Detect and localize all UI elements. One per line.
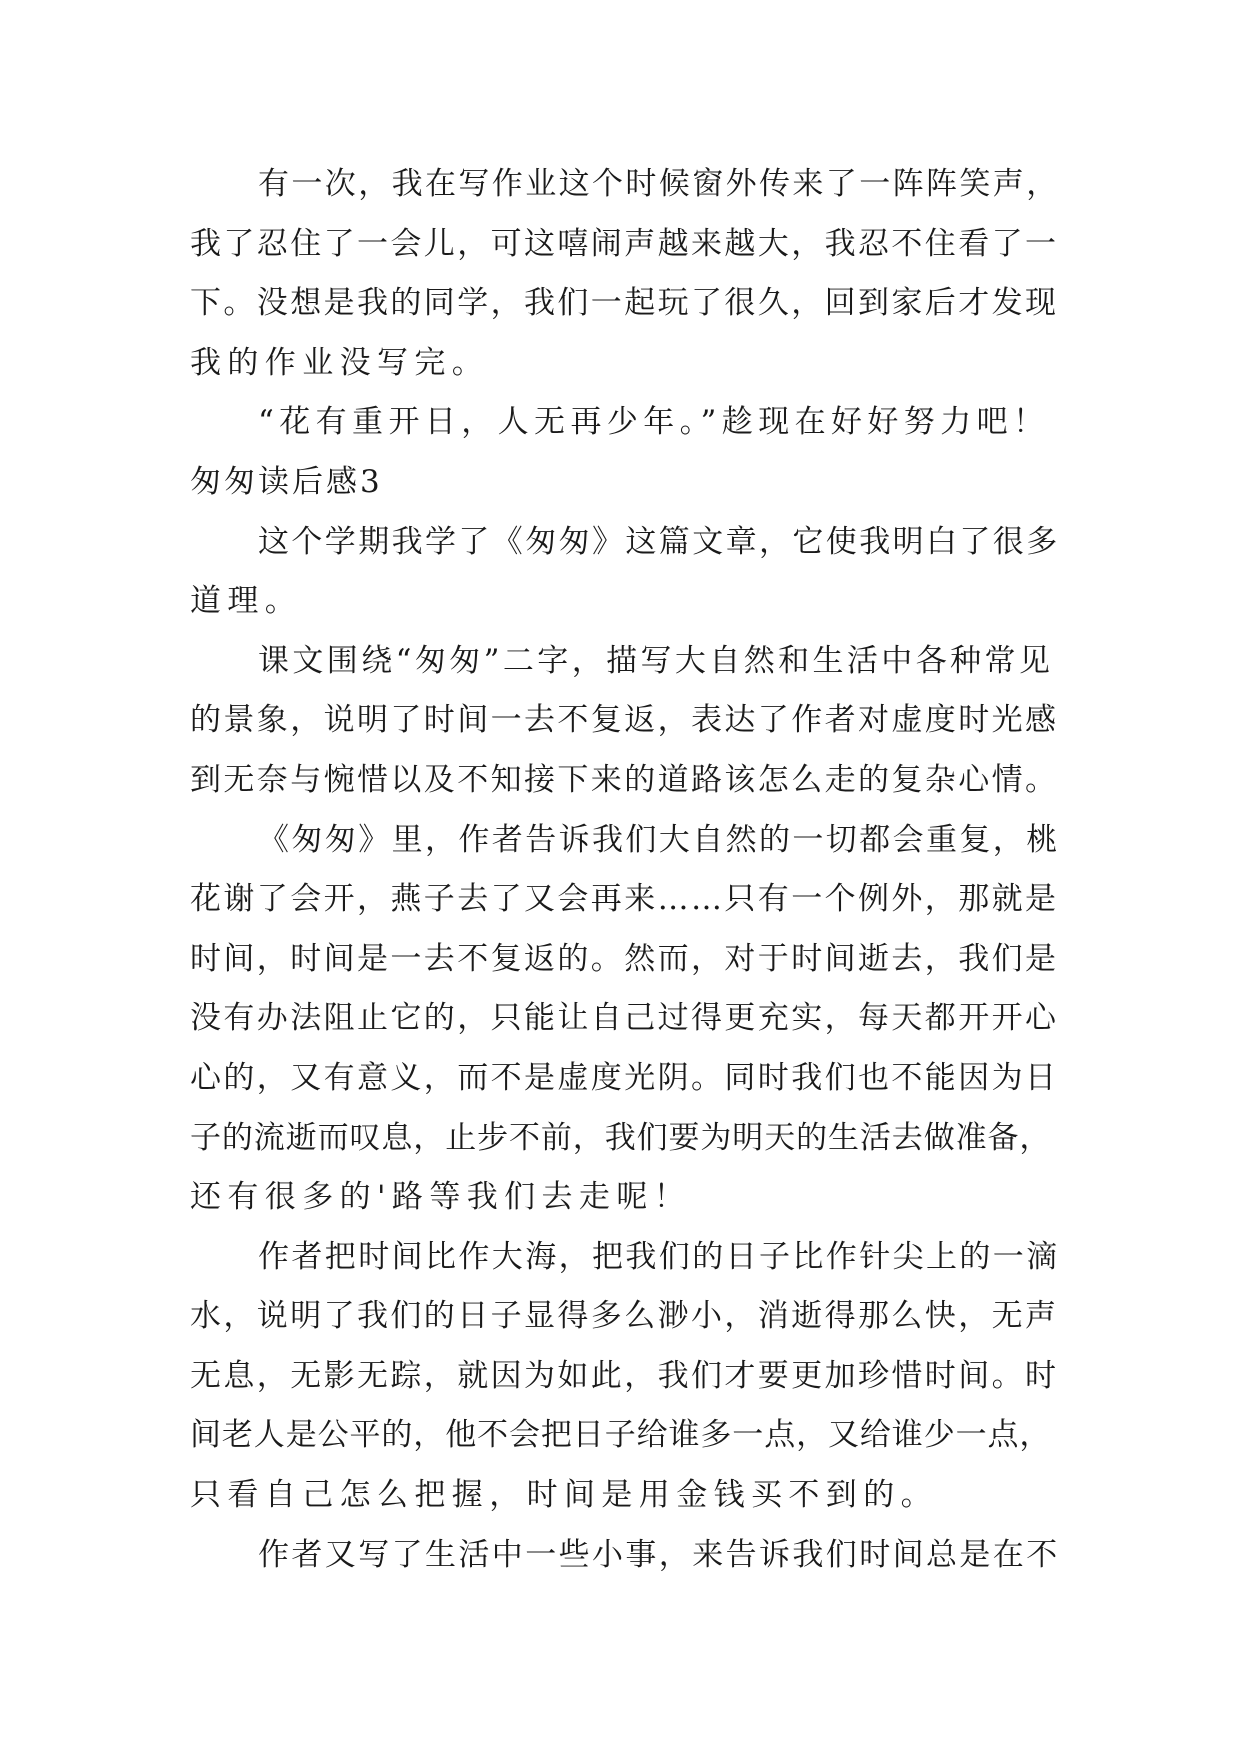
paragraph-line: 道理。 [190,583,303,620]
paragraph-line: 课文围绕“匆匆”二字，描写大自然和生活中各种常见 [258,642,1054,679]
paragraph-line: 无息，无影无踪，就因为如此，我们才要更加珍惜时间。时 [190,1357,1059,1394]
paragraph-line: 子的流逝而叹息，止步不前，我们要为明天的生活去做准备， [190,1119,1052,1156]
paragraph-line: 还有很多的'路等我们去走呢！ [190,1179,692,1216]
paragraph-line: 只看自己怎么把握，时间是用金钱买不到的。 [190,1477,938,1514]
paragraph-line: 有一次，我在写作业这个时候窗外传来了一阵阵笑声， [258,166,1060,202]
paragraph-line: 我的作业没写完。 [190,344,490,381]
paragraph-line: 间老人是公平的，他不会把日子给谁多一点，又给谁少一点， [190,1417,1052,1454]
paragraph-line: 《匆匆》里，作者告诉我们大自然的一切都会重复，桃 [258,821,1060,858]
section-heading: 匆匆读后感3 [190,463,383,500]
paragraph-line: 下。没想是我的同学，我们一起玩了很久，回到家后才发现 [190,285,1059,322]
paragraph-line: 水，说明了我们的日子显得多么渺小，消逝得那么快，无声 [190,1298,1059,1335]
paragraph-line: 没有办法阻止它的，只能让自己过得更充实，每天都开开心 [190,1000,1059,1037]
paragraph-line: 的景象，说明了时间一去不复返，表达了作者对虚度时光感 [190,702,1059,739]
paragraph-line: 时间，时间是一去不复返的。然而，对于时间逝去，我们是 [190,940,1059,977]
paragraph-line: 花谢了会开，燕子去了又会再来……只有一个例外，那就是 [190,881,1059,918]
paragraph-line: 作者又写了生活中一些小事，来告诉我们时间总是在不 [258,1536,1060,1573]
paragraph-line: 心的，又有意义，而不是虚度光阴。同时我们也不能因为日 [190,1059,1059,1096]
paragraph-line: “花有重开日，人无再少年。”趁现在好好努力吧！ [258,404,1050,441]
paragraph-line: 作者把时间比作大海，把我们的日子比作针尖上的一滴 [258,1238,1060,1275]
paragraph-line: 到无奈与惋惜以及不知接下来的道路该怎么走的复杂心情。 [190,761,1059,798]
paragraph-line: 我了忍住了一会儿，可这嘻闹声越来越大，我忍不住看了一 [190,225,1059,262]
paragraph-line: 这个学期我学了《匆匆》这篇文章，它使我明白了很多 [258,523,1060,560]
document-body [190,155,1060,1585]
